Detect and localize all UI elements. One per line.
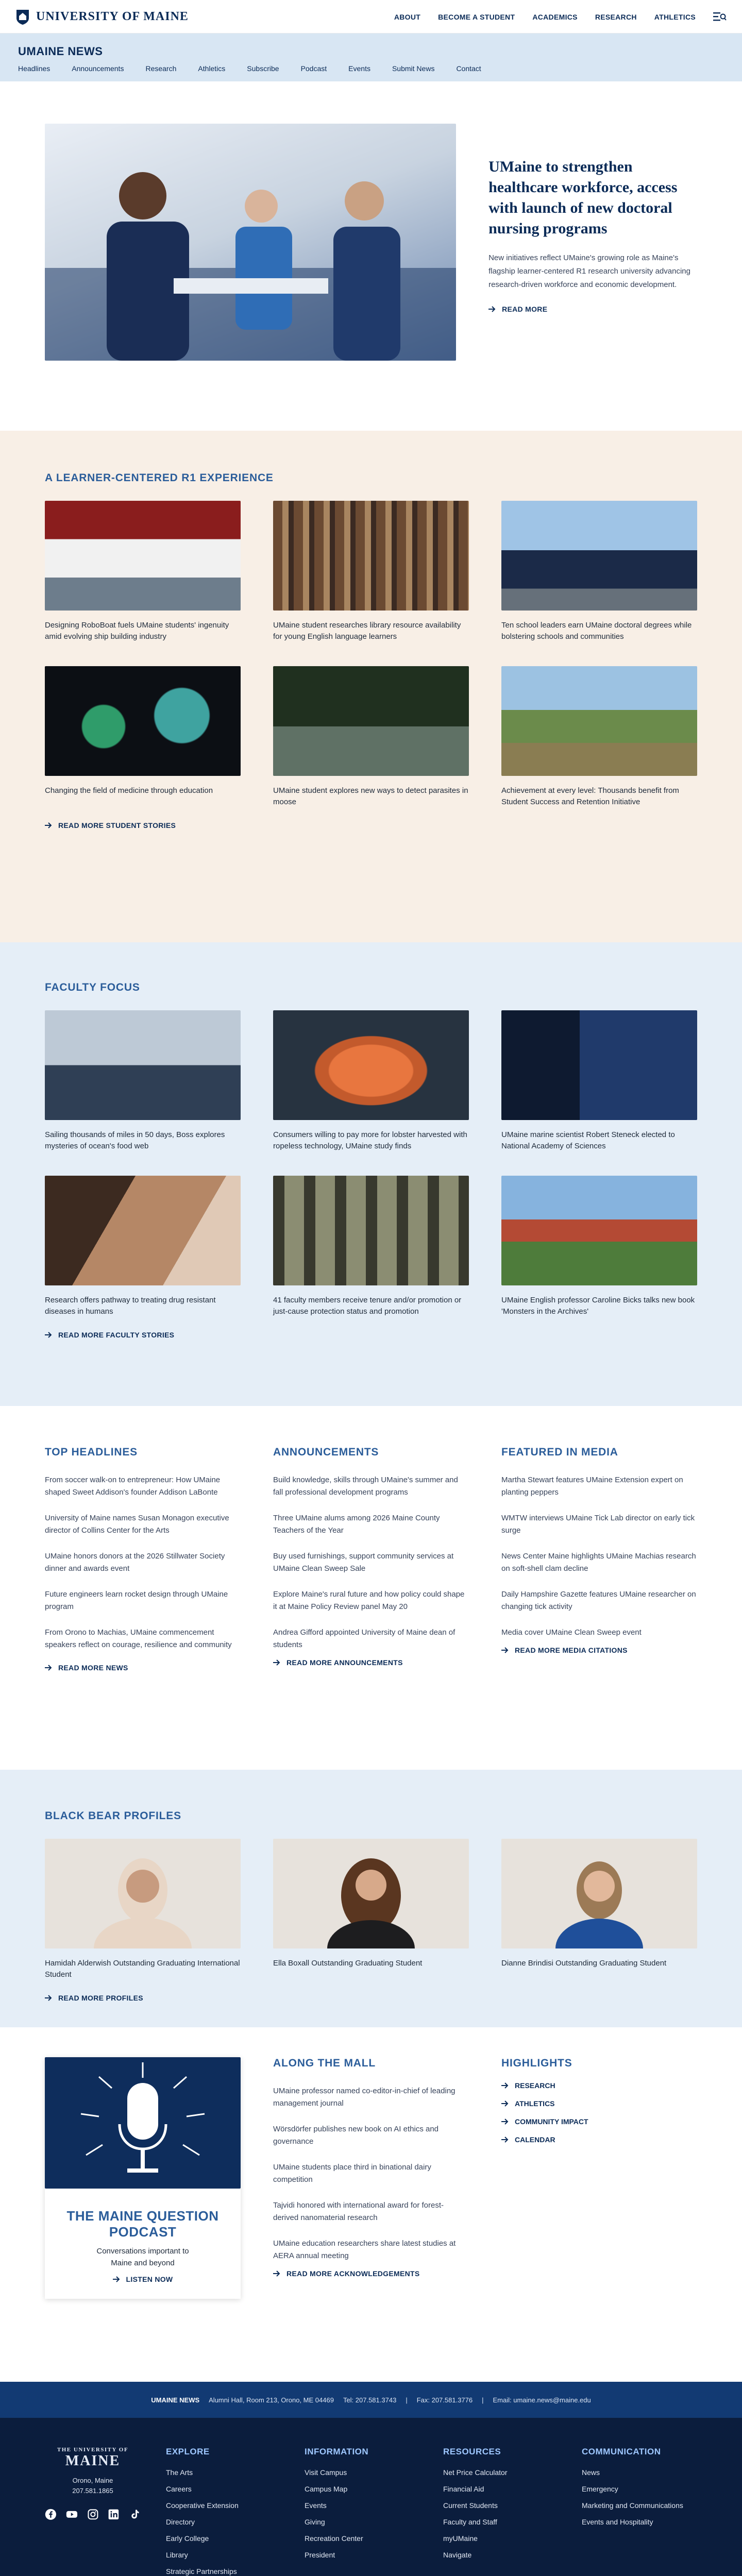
headline-link[interactable]: UMaine honors donors at the 2026 Stillwater Society dinner and awards event — [45, 1552, 225, 1573]
announcement-link[interactable]: Build knowledge, skills through UMaine's summer and fall professional development programs — [273, 1476, 458, 1497]
footer-link[interactable]: Directory — [166, 2518, 195, 2526]
story-caption: Sailing thousands of miles in 50 days, Boss explores mysteries of ocean's food web — [45, 1130, 225, 1150]
arrow-right-icon — [45, 822, 52, 828]
acknowledgement-link[interactable]: Tajvidi honored with international award for forest-derived nanomaterial research — [273, 2201, 444, 2222]
story-card[interactable] — [501, 666, 697, 808]
headline-link[interactable]: University of Maine names Susan Monagon executive director of Collins Center for the Arts — [45, 1514, 229, 1535]
podcast-title: THE MAINE QUESTION PODCAST — [66, 2208, 219, 2240]
news-nav-contact[interactable]: Contact — [456, 64, 481, 73]
facebook-icon[interactable] — [45, 2509, 57, 2523]
news-nav-submit-news[interactable]: Submit News — [392, 64, 435, 73]
media-title: FEATURED IN MEDIA — [501, 1446, 618, 1458]
youtube-icon[interactable] — [66, 2509, 78, 2523]
profile-caption: Hamidah Alderwish Outstanding Graduating International Student — [45, 1959, 240, 1979]
arrow-right-icon — [501, 2082, 509, 2089]
news-nav-subscribe[interactable]: Subscribe — [247, 64, 279, 73]
acknowledgement-link[interactable]: UMaine education researchers share latest studies at AERA annual meeting — [273, 2239, 456, 2260]
learner-section — [0, 431, 742, 942]
headline-link[interactable]: Future engineers learn rocket design through UMaine program — [45, 1590, 228, 1611]
story-image — [45, 1010, 241, 1120]
acknowledgement-link[interactable]: UMaine students place third in binational dairy competition — [273, 2163, 431, 2184]
profile-portrait — [273, 1839, 469, 1948]
read-more-profiles-link[interactable] — [45, 1994, 143, 2002]
footer-link[interactable]: Current Students — [443, 2501, 498, 2510]
story-card[interactable] — [501, 1010, 697, 1152]
story-image — [273, 1010, 469, 1120]
read-more-label: READ MORE ANNOUNCEMENTS — [286, 1658, 403, 1667]
headline-link[interactable]: From soccer walk-on to entrepreneur: How UMaine shaped Sweet Addison's founder Addison LaBonte — [45, 1476, 221, 1497]
profile-card[interactable] — [501, 1839, 697, 1980]
story-image — [501, 501, 697, 611]
media-link[interactable]: News Center Maine highlights UMaine Machias research on soft-shell clam decline — [501, 1552, 696, 1573]
acknowledgement-link[interactable]: UMaine professor named co-editor-in-chief of leading management journal — [273, 2087, 456, 2108]
hero-image[interactable] — [45, 124, 456, 361]
podcast-artwork — [45, 2057, 241, 2189]
along-column — [273, 2057, 469, 2299]
faculty-section-title: FACULTY FOCUS — [45, 981, 140, 993]
highlight-calendar-link[interactable]: CALENDAR — [515, 2136, 555, 2144]
story-image — [501, 1010, 697, 1120]
footer-col-title: RESOURCES — [443, 2447, 501, 2456]
read-more-media-citations-link[interactable] — [501, 1646, 628, 1654]
footer-link[interactable]: Visit Campus — [305, 2468, 347, 2477]
profile-portrait — [45, 1839, 241, 1948]
footer-link[interactable]: myUMaine — [443, 2534, 478, 2543]
profiles-section — [0, 1770, 742, 2027]
footer-link[interactable]: News — [582, 2468, 600, 2477]
footer-link[interactable]: Emergency — [582, 2485, 618, 2493]
story-card[interactable] — [45, 666, 241, 808]
news-nav-headlines[interactable]: Headlines — [18, 64, 50, 73]
arrow-right-icon — [501, 1647, 509, 1653]
announcements-title: ANNOUNCEMENTS — [273, 1446, 379, 1458]
footer-link[interactable]: Early College — [166, 2534, 209, 2543]
instagram-icon[interactable] — [87, 2509, 99, 2523]
profile-card[interactable] — [45, 1839, 241, 1980]
media-link[interactable]: WMTW interviews UMaine Tick Lab director on early tick surge — [501, 1514, 695, 1535]
highlight-community-impact-link[interactable]: COMMUNITY IMPACT — [515, 2117, 588, 2126]
story-image — [45, 1176, 241, 1285]
news-nav-events[interactable]: Events — [348, 64, 370, 73]
profile-card[interactable] — [273, 1839, 469, 1980]
footer-logo-small: THE UNIVERSITY OF — [57, 2447, 129, 2453]
highlight-athletics-link[interactable]: ATHLETICS — [515, 2099, 555, 2108]
hero-summary: New initiatives reflect UMaine's growing role as Maine's flagship learner-centered R1 research university advancing research-driven workforce and economic development. — [488, 253, 690, 289]
footer-link[interactable]: Financial Aid — [443, 2485, 484, 2493]
highlight-research-link[interactable]: RESEARCH — [515, 2081, 555, 2090]
footer-col-title: INFORMATION — [305, 2447, 369, 2456]
footer-city: Orono, Maine — [72, 2477, 113, 2484]
read-more-label: READ MORE NEWS — [58, 1664, 128, 1672]
read-more-announcements-link[interactable] — [273, 1658, 403, 1667]
nav-research[interactable]: RESEARCH — [595, 12, 637, 21]
social-links — [45, 2509, 141, 2523]
footer-link[interactable]: Faculty and Staff — [443, 2518, 497, 2526]
read-more-faculty-stories-link[interactable] — [45, 1331, 174, 1339]
footer-link[interactable]: Navigate — [443, 2551, 472, 2559]
story-image — [501, 666, 697, 776]
story-image — [273, 501, 469, 611]
arrow-right-icon — [45, 1995, 52, 2001]
nav-about[interactable]: ABOUT — [394, 12, 421, 21]
story-caption: Achievement at every level: Thousands benefit from Student Success and Retention Initiative — [501, 786, 679, 806]
news-nav-research[interactable]: Research — [145, 64, 177, 73]
top-headlines-title: TOP HEADLINES — [45, 1446, 138, 1458]
arrow-right-icon — [501, 2100, 509, 2107]
contact-separator: | — [482, 2396, 484, 2404]
footer-link[interactable]: The Arts — [166, 2468, 193, 2477]
contact-email[interactable]: Email: umaine.news@maine.edu — [493, 2396, 591, 2404]
story-card[interactable] — [45, 1010, 241, 1152]
listen-now-label: LISTEN NOW — [126, 2275, 173, 2283]
story-caption: Consumers willing to pay more for lobster harvested with ropeless technology, UMaine study finds — [273, 1130, 467, 1150]
news-nav-podcast[interactable]: Podcast — [300, 64, 327, 73]
news-nav-announcements[interactable]: Announcements — [72, 64, 124, 73]
university-logo[interactable] — [15, 9, 189, 25]
contact-fax: Fax: 207.581.3776 — [416, 2396, 473, 2404]
hero-headline[interactable]: UMaine to strengthen healthcare workforce, access with launch of new doctoral nursing programs — [488, 158, 678, 237]
story-card[interactable] — [273, 1176, 469, 1317]
story-caption: UMaine English professor Caroline Bicks talks new book 'Monsters in the Archives' — [501, 1296, 695, 1316]
footer-link[interactable]: Recreation Center — [305, 2534, 363, 2543]
footer-link[interactable]: Events — [305, 2501, 327, 2510]
story-image — [501, 1176, 697, 1285]
acknowledgement-link[interactable]: Wörsdörfer publishes new book on AI ethics and governance — [273, 2125, 439, 2146]
arrow-right-icon — [45, 1332, 52, 1338]
tiktok-icon[interactable] — [129, 2509, 141, 2523]
highlights-column — [501, 2057, 697, 2299]
story-image — [45, 501, 241, 611]
footer-link[interactable]: Campus Map — [305, 2485, 348, 2493]
arrow-right-icon — [488, 306, 496, 312]
story-caption: Designing RoboBoat fuels UMaine students' ingenuity amid evolving ship building industry — [45, 621, 229, 641]
nav-become-a-student[interactable]: BECOME A STUDENT — [438, 12, 515, 21]
read-more-label: READ MORE PROFILES — [58, 1994, 143, 2002]
footer-col-resources — [443, 2447, 556, 2576]
announcement-link[interactable]: Buy used furnishings, support community services at UMaine Clean Sweep Sale — [273, 1552, 454, 1573]
profile-caption: Ella Boxall Outstanding Graduating Student — [273, 1959, 423, 1968]
story-card[interactable] — [273, 666, 469, 808]
footer-link[interactable]: Giving — [305, 2518, 325, 2526]
story-image — [45, 666, 241, 776]
story-caption: Research offers pathway to treating drug resistant diseases in humans — [45, 1296, 216, 1316]
arrow-right-icon — [273, 2270, 280, 2277]
story-card[interactable] — [273, 501, 469, 642]
media-column — [501, 1446, 697, 1673]
story-caption: UMaine student explores new ways to detect parasites in moose — [273, 786, 468, 806]
footer-col-title: EXPLORE — [166, 2447, 210, 2456]
media-link[interactable]: Daily Hampshire Gazette features UMaine researcher on changing tick activity — [501, 1590, 696, 1611]
footer-link[interactable]: Cooperative Extension — [166, 2501, 239, 2510]
read-more-label: READ MORE STUDENT STORIES — [58, 821, 176, 829]
hero-story — [0, 81, 742, 431]
story-image — [273, 666, 469, 776]
footer-logo-text: MAINE — [65, 2453, 121, 2469]
footer-link[interactable]: President — [305, 2551, 335, 2559]
arrow-right-icon — [501, 2119, 509, 2125]
story-caption: Changing the field of medicine through education — [45, 786, 213, 795]
footer-col-explore — [166, 2447, 279, 2576]
contact-address: Alumni Hall, Room 213, Orono, ME 04469 — [209, 2396, 334, 2404]
news-nav — [0, 33, 742, 81]
news-contact-bar — [0, 2382, 742, 2418]
headline-link[interactable]: From Orono to Machias, UMaine commencement speakers reflect on courage, resilience and community — [45, 1628, 232, 1649]
story-card[interactable] — [501, 501, 697, 642]
media-link[interactable]: Media cover UMaine Clean Sweep event — [501, 1628, 642, 1637]
contact-separator: | — [406, 2396, 408, 2404]
contact-bar-label: UMAINE NEWS — [151, 2396, 200, 2404]
read-more-label: READ MORE FACULTY STORIES — [58, 1331, 175, 1339]
announcement-link[interactable]: Andrea Gifford appointed University of Maine dean of students — [273, 1628, 456, 1649]
along-section — [0, 2027, 742, 2382]
main-nav — [394, 11, 727, 23]
menu-search-icon[interactable] — [713, 11, 727, 23]
announcement-link[interactable]: Three UMaine alums among 2026 Maine County Teachers of the Year — [273, 1514, 440, 1535]
story-card[interactable] — [45, 501, 241, 642]
story-card[interactable] — [45, 1176, 241, 1317]
logo-text: UNIVERSITY OF MAINE — [36, 10, 189, 23]
footer-link[interactable]: Careers — [166, 2485, 192, 2493]
footer-col-information — [305, 2447, 418, 2576]
media-link[interactable]: Martha Stewart features UMaine Extension expert on planting peppers — [501, 1476, 683, 1497]
footer-col-title: COMMUNICATION — [582, 2447, 661, 2456]
story-caption: Ten school leaders earn UMaine doctoral degrees while bolstering schools and communities — [501, 621, 692, 641]
arrow-right-icon — [45, 1665, 52, 1671]
university-seal-icon — [15, 9, 30, 25]
learner-section-title: A LEARNER-CENTERED R1 EXPERIENCE — [45, 472, 274, 484]
story-caption: UMaine marine scientist Robert Steneck elected to National Academy of Sciences — [501, 1130, 675, 1150]
footer-link[interactable]: Strategic Partnerships — [166, 2567, 237, 2575]
story-card[interactable] — [501, 1176, 697, 1317]
site-header — [0, 0, 742, 33]
read-more-label: READ MORE MEDIA CITATIONS — [515, 1646, 628, 1654]
microphone-icon — [45, 2057, 241, 2189]
along-title: ALONG THE MALL — [273, 2057, 376, 2069]
story-image — [273, 1176, 469, 1285]
profiles-title: BLACK BEAR PROFILES — [45, 1810, 181, 1822]
announcements-column — [273, 1446, 469, 1673]
news-nav-athletics[interactable]: Athletics — [198, 64, 226, 73]
story-card[interactable] — [273, 1010, 469, 1152]
contact-tel[interactable]: Tel: 207.581.3743 — [343, 2396, 397, 2404]
faculty-section — [0, 942, 742, 1406]
hero-read-more-link[interactable] — [488, 305, 547, 313]
announcement-link[interactable]: Explore Maine's rural future and how policy could shape it at Maine Policy Review panel May 20 — [273, 1590, 465, 1611]
read-more-label: READ MORE ACKNOWLEDGEMENTS — [286, 2269, 420, 2278]
site-footer — [0, 2418, 742, 2576]
news-title[interactable]: UMAINE NEWS — [18, 45, 103, 58]
podcast-tagline: Conversations important to Maine and beyond — [96, 2247, 189, 2267]
arrow-right-icon — [501, 2137, 509, 2143]
hero-read-more-label: READ MORE — [502, 305, 548, 313]
footer-col-communication — [582, 2447, 685, 2576]
news-lists — [0, 1406, 742, 1770]
nav-athletics[interactable]: ATHLETICS — [654, 12, 696, 21]
arrow-right-icon — [113, 2276, 120, 2282]
profile-portrait — [501, 1839, 697, 1948]
footer-link[interactable]: Events and Hospitality — [582, 2518, 653, 2526]
highlights-title: HIGHLIGHTS — [501, 2057, 572, 2069]
podcast-card[interactable] — [45, 2057, 241, 2299]
footer-phone[interactable]: 207.581.1865 — [72, 2487, 113, 2495]
profile-caption: Dianne Brindisi Outstanding Graduating Student — [501, 1959, 667, 1968]
footer-brand — [45, 2447, 141, 2576]
footer-logo[interactable] — [45, 2447, 141, 2469]
footer-link[interactable]: Marketing and Communications — [582, 2501, 683, 2510]
read-more-acknowledgements-link[interactable] — [273, 2269, 420, 2278]
listen-now-link[interactable] — [45, 2275, 241, 2283]
footer-link[interactable]: Net Price Calculator — [443, 2468, 508, 2477]
top-headlines-column — [45, 1446, 241, 1673]
story-caption: 41 faculty members receive tenure and/or promotion or just-cause protection status and promotion — [273, 1296, 462, 1316]
story-caption: UMaine student researches library resource availability for young English language learners — [273, 621, 461, 641]
read-more-student-stories-link[interactable] — [45, 821, 176, 829]
nav-academics[interactable]: ACADEMICS — [532, 12, 578, 21]
footer-link[interactable]: Library — [166, 2551, 188, 2559]
arrow-right-icon — [273, 1659, 280, 1666]
linkedin-icon[interactable] — [108, 2509, 120, 2523]
read-more-news-link[interactable] — [45, 1664, 128, 1672]
